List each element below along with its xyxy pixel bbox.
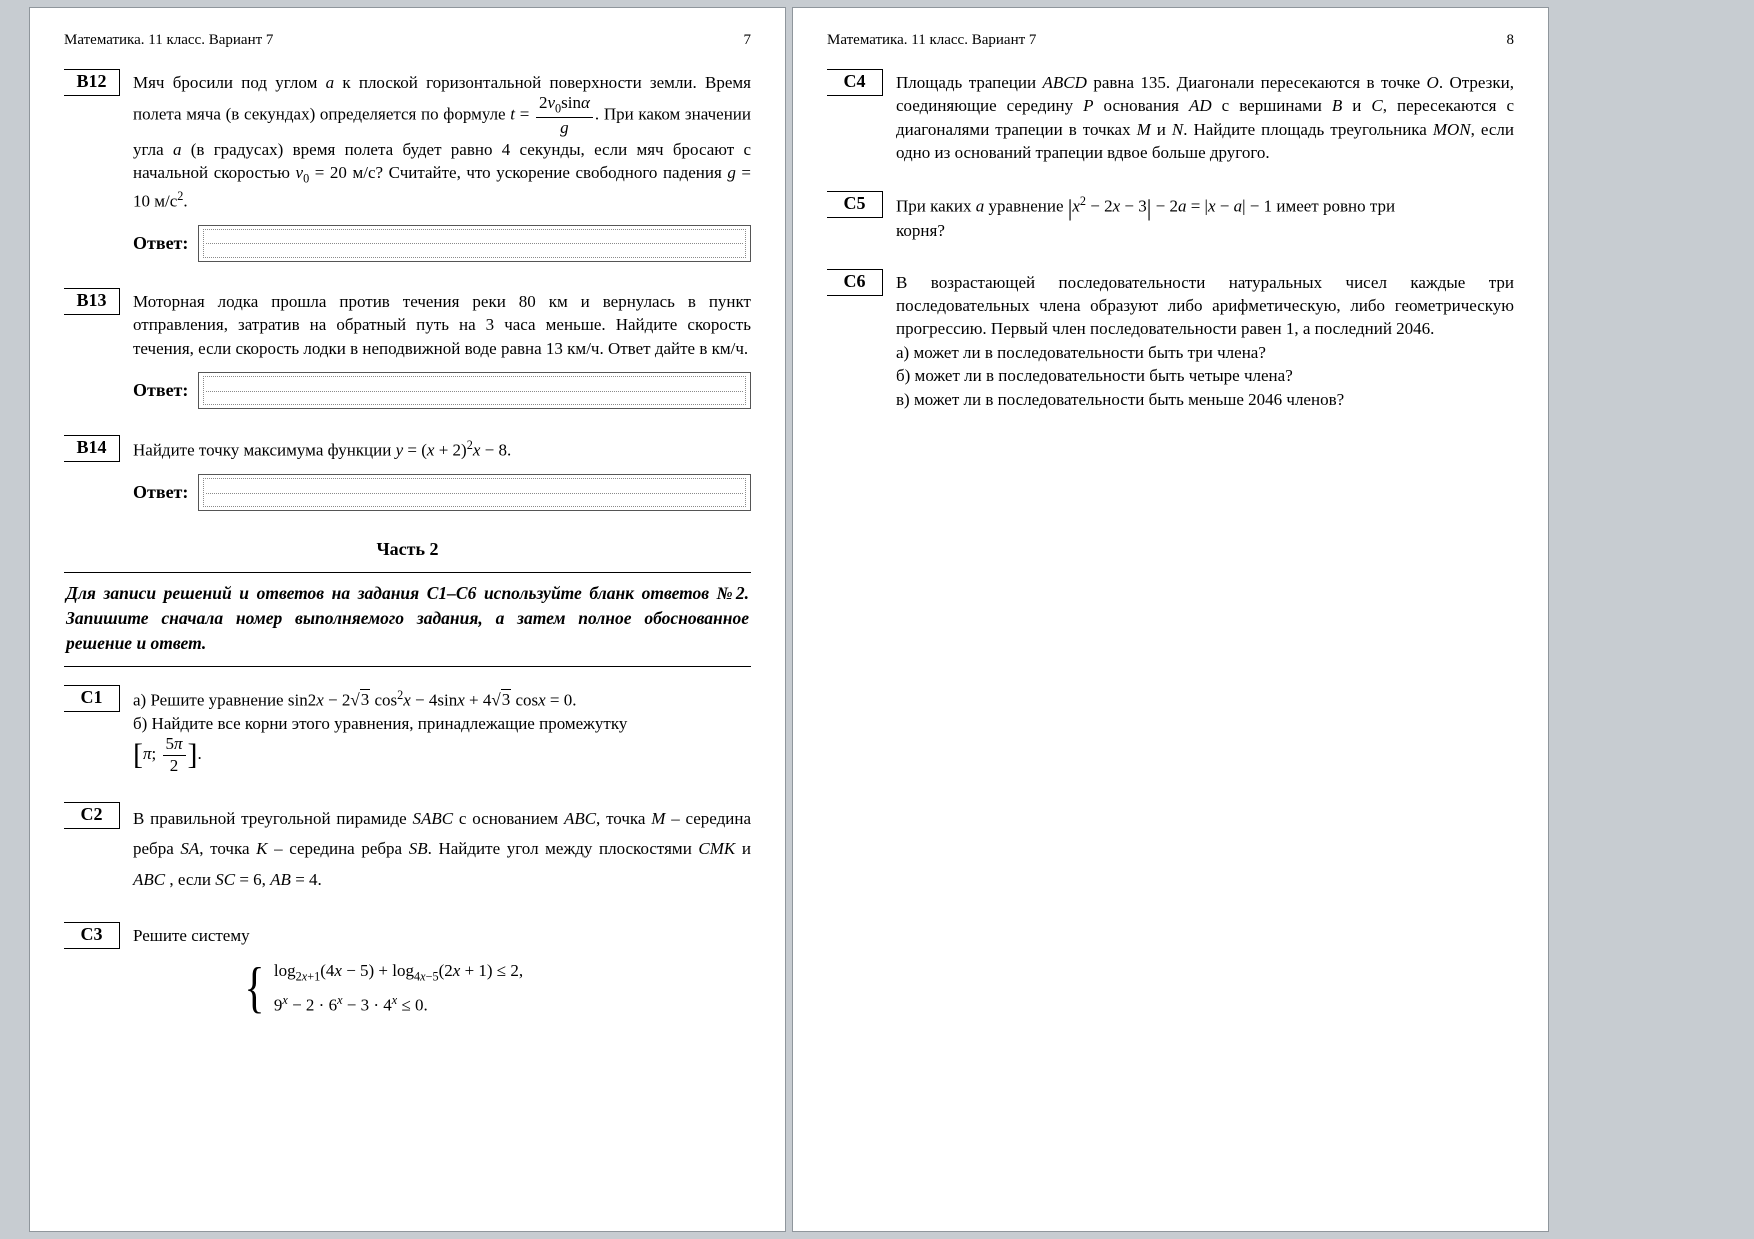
problem-text: а) Решите уравнение sin2x − 2√3 $\cos^2x - 4\sin x + 4√3$ cosx = 0. б) Найдите все корни этого уравнения, принадлежащие промежутку [π; $\frac{5\pi}{2}$ ].: [133, 687, 628, 776]
problem-label: С6: [827, 269, 883, 296]
answer-label: Ответ:: [133, 482, 189, 503]
problem-c1: [64, 687, 751, 776]
answer-box-b13[interactable]: [198, 372, 751, 409]
problem-b12: [64, 71, 751, 262]
problem-label: С1: [64, 685, 120, 712]
problem-label: С4: [827, 69, 883, 96]
problem-c4: [827, 71, 1514, 165]
problem-c5: [827, 193, 1514, 243]
instruction-text: Для записи решений и ответов на задания С1–С6 используйте бланк ответов №2. Запишите сначала номер выполняемого задания, а затем полное обоснованное решение и ответ.: [64, 572, 751, 667]
problem-text: Моторная лодка прошла против течения реки 80 км и вернулась в пункт отправления, затратив на обратный путь на 3 часа меньше. Найдите скорость течения, если скорость лодки в неподвижной воде равна 13 км/ч. Ответ дайте в км/ч.: [133, 291, 751, 358]
problem-text: Решите систему: [133, 925, 250, 945]
answer-row: [133, 372, 751, 409]
page-7: [29, 7, 786, 1232]
answer-field[interactable]: [203, 478, 746, 507]
page-number: 8: [1506, 32, 1514, 48]
problem-label: В14: [64, 435, 120, 462]
page-header: [827, 32, 1514, 49]
system-line: $\log_{2x+1}(4x - 5) + \log_{4x-5}(2x + 1) \le 2$,: [273, 960, 524, 984]
answer-label: Ответ:: [133, 380, 189, 401]
problem-text: Найдите точку максимума функции $y = (x + 2)^2x - 8$.: [133, 438, 512, 460]
problem-c6: [827, 271, 1514, 412]
page-number: 7: [743, 32, 751, 48]
answer-box-b14[interactable]: [198, 474, 751, 511]
answer-row: [133, 474, 751, 511]
problem-label: С3: [64, 922, 120, 949]
problem-text: В возрастающей последовательности натуральных чисел каждые три последовательных члена образуют либо арифметическую, либо геометрическую прогрессию. Первый член последовательности равен 1, а последний 2046. а) может ли в последовательности быть три члена? б) может ли в последовательности быть четыре члена? в) может ли в последовательности быть меньше 2046 членов?: [896, 272, 1514, 409]
problem-label: С5: [827, 191, 883, 218]
problem-b14: [64, 437, 751, 511]
part2-heading: Часть 2: [376, 539, 439, 560]
answer-box-b12[interactable]: [198, 225, 751, 262]
page-header: [64, 32, 751, 49]
problem-c2: [64, 804, 751, 896]
problem-text: Площадь трапеции ABCD равна 135. Диагонали пересекаются в точке O. Отрезки, соединяющие середину P основания AD с вершинами B и C, пересекаются с диагоналями трапеции в точках M и N. Найдите площадь треугольника MON, если одно из оснований трапеции вдвое больше другого.: [896, 73, 1514, 163]
problem-text: В правильной треугольной пирамиде SABC с основанием ABC, точка M – середина ребра SA, точка K – середина ребра SB. Найдите угол между плоскостями CMK и ABC , если SC = 6, AB = 4.: [133, 808, 751, 889]
system-brace: {: [244, 957, 265, 1020]
equation-system: [241, 955, 751, 1022]
answer-label: Ответ:: [133, 232, 189, 253]
problem-label: С2: [64, 802, 120, 829]
problem-c3: [64, 924, 751, 1022]
problem-label: В13: [64, 288, 120, 315]
answer-field[interactable]: [203, 229, 746, 258]
page-8: [792, 7, 1549, 1232]
header-title: Математика. 11 класс. Вариант 7: [827, 32, 1037, 48]
problem-label: В12: [64, 69, 120, 96]
problem-text: При каких a уравнение $|x^2 - 2x - 3| - 2a = |x - a| - 1$ имеет ровно три корня?: [896, 193, 1396, 241]
header-title: Математика. 11 класс. Вариант 7: [64, 32, 274, 48]
problem-text: Мяч бросили под углом a к плоской горизонтальной поверхности земли. Время полета мяча (в секундах) определяется по формуле t = $\frac{2v_0\sin\alpha}{g}$ . При каком значении угла a (в градусах) время полета будет равно 4 секунды, если мяч бросают с начальной скоростью $v_0 = 20$ м/с? Считайте, что ускорение свободного падения g = 10 $м/с^2$.: [133, 73, 751, 211]
answer-field[interactable]: [203, 376, 746, 405]
system-line: $9^x - 2 \cdot 6^x - 3 \cdot 4^x \le 0$.: [273, 992, 428, 1015]
answer-row: [133, 225, 751, 262]
problem-b13: [64, 290, 751, 409]
